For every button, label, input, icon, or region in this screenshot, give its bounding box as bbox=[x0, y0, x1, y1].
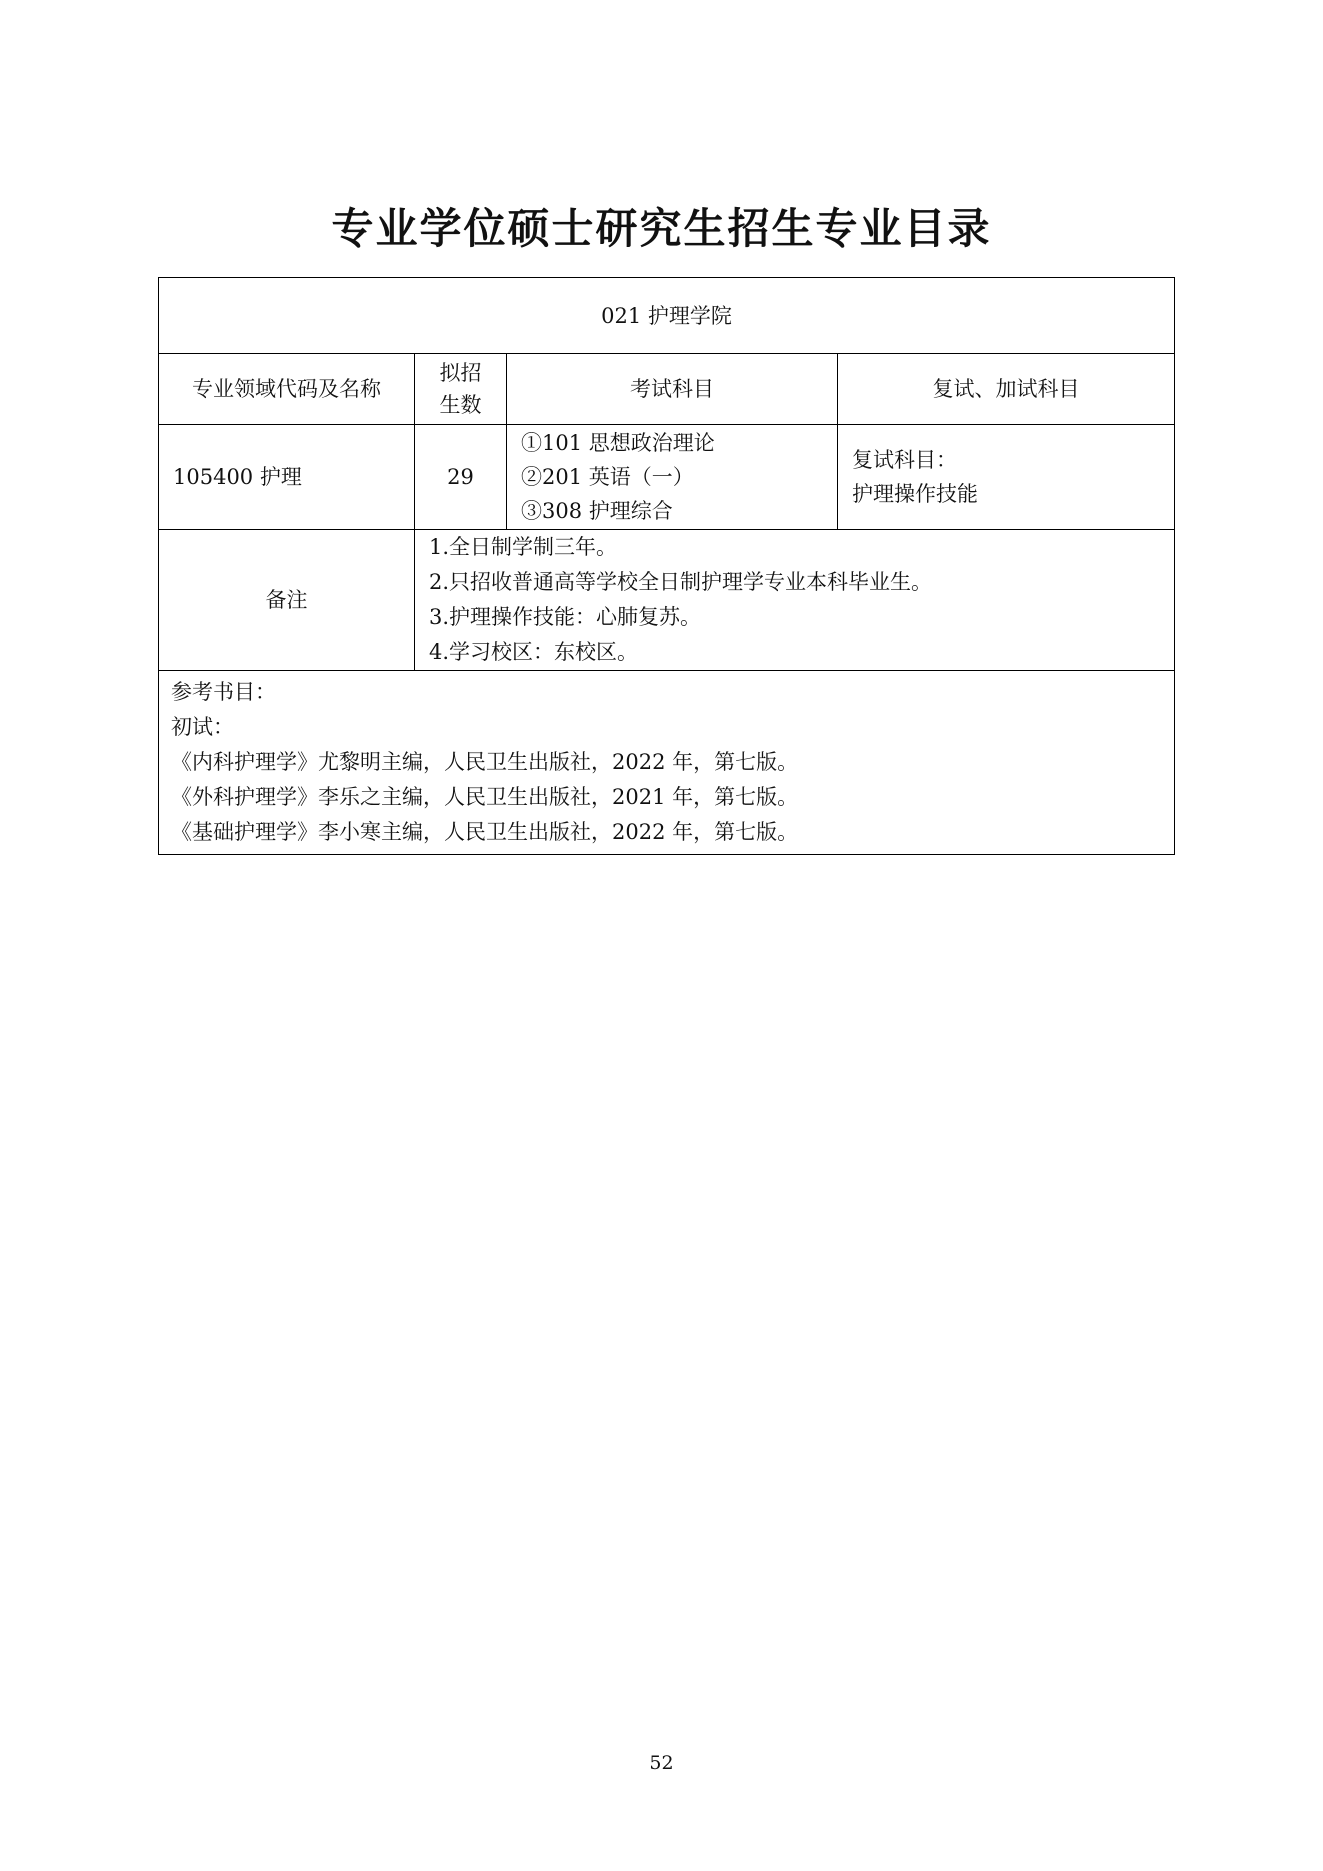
notes-list bbox=[415, 530, 1175, 671]
retest-label: 复试科目： bbox=[852, 448, 957, 472]
notes-label: 备注 bbox=[159, 530, 415, 671]
header-exam: 考试科目 bbox=[507, 354, 838, 425]
exam-list bbox=[507, 425, 838, 530]
catalog-table bbox=[158, 277, 1175, 855]
retest-value: 护理操作技能 bbox=[852, 482, 978, 506]
header-field: 专业领域代码及名称 bbox=[159, 354, 415, 425]
header-row bbox=[159, 354, 1175, 425]
exam-item: ①101 思想政治理论 bbox=[521, 431, 715, 455]
note-item: 2.只招收普通高等学校全日制护理学专业本科毕业生。 bbox=[429, 570, 933, 594]
exam-item: ③308 护理综合 bbox=[521, 499, 673, 523]
college-name: 021 护理学院 bbox=[159, 278, 1175, 354]
reference-book: 《内科护理学》尤黎明主编，人民卫生出版社，2022 年，第七版。 bbox=[171, 750, 799, 774]
page-title: 专业学位硕士研究生招生专业目录 bbox=[331, 204, 992, 253]
reference-book: 《外科护理学》李乐之主编，人民卫生出版社，2021 年，第七版。 bbox=[171, 785, 799, 809]
retest-cell bbox=[838, 425, 1175, 530]
header-quota bbox=[415, 354, 507, 425]
program-name: 105400 护理 bbox=[159, 425, 415, 530]
references-row bbox=[159, 671, 1175, 855]
header-quota-line2: 生数 bbox=[439, 393, 482, 417]
note-item: 4.学习校区：东校区。 bbox=[429, 640, 639, 664]
references-label: 参考书目： bbox=[171, 680, 276, 704]
exam-item: ②201 英语（一） bbox=[521, 465, 694, 489]
table-row bbox=[159, 425, 1175, 530]
header-quota-line1: 拟招 bbox=[439, 361, 482, 385]
note-item: 1.全日制学制三年。 bbox=[429, 535, 618, 559]
references-cell bbox=[159, 671, 1175, 855]
program-quota: 29 bbox=[415, 425, 507, 530]
header-retest: 复试、加试科目 bbox=[838, 354, 1175, 425]
note-item: 3.护理操作技能：心肺复苏。 bbox=[429, 605, 702, 629]
notes-row bbox=[159, 530, 1175, 671]
reference-book: 《基础护理学》李小寒主编，人民卫生出版社，2022 年，第七版。 bbox=[171, 820, 799, 844]
references-sublabel: 初试： bbox=[171, 715, 234, 739]
page-number: 52 bbox=[649, 1752, 674, 1774]
